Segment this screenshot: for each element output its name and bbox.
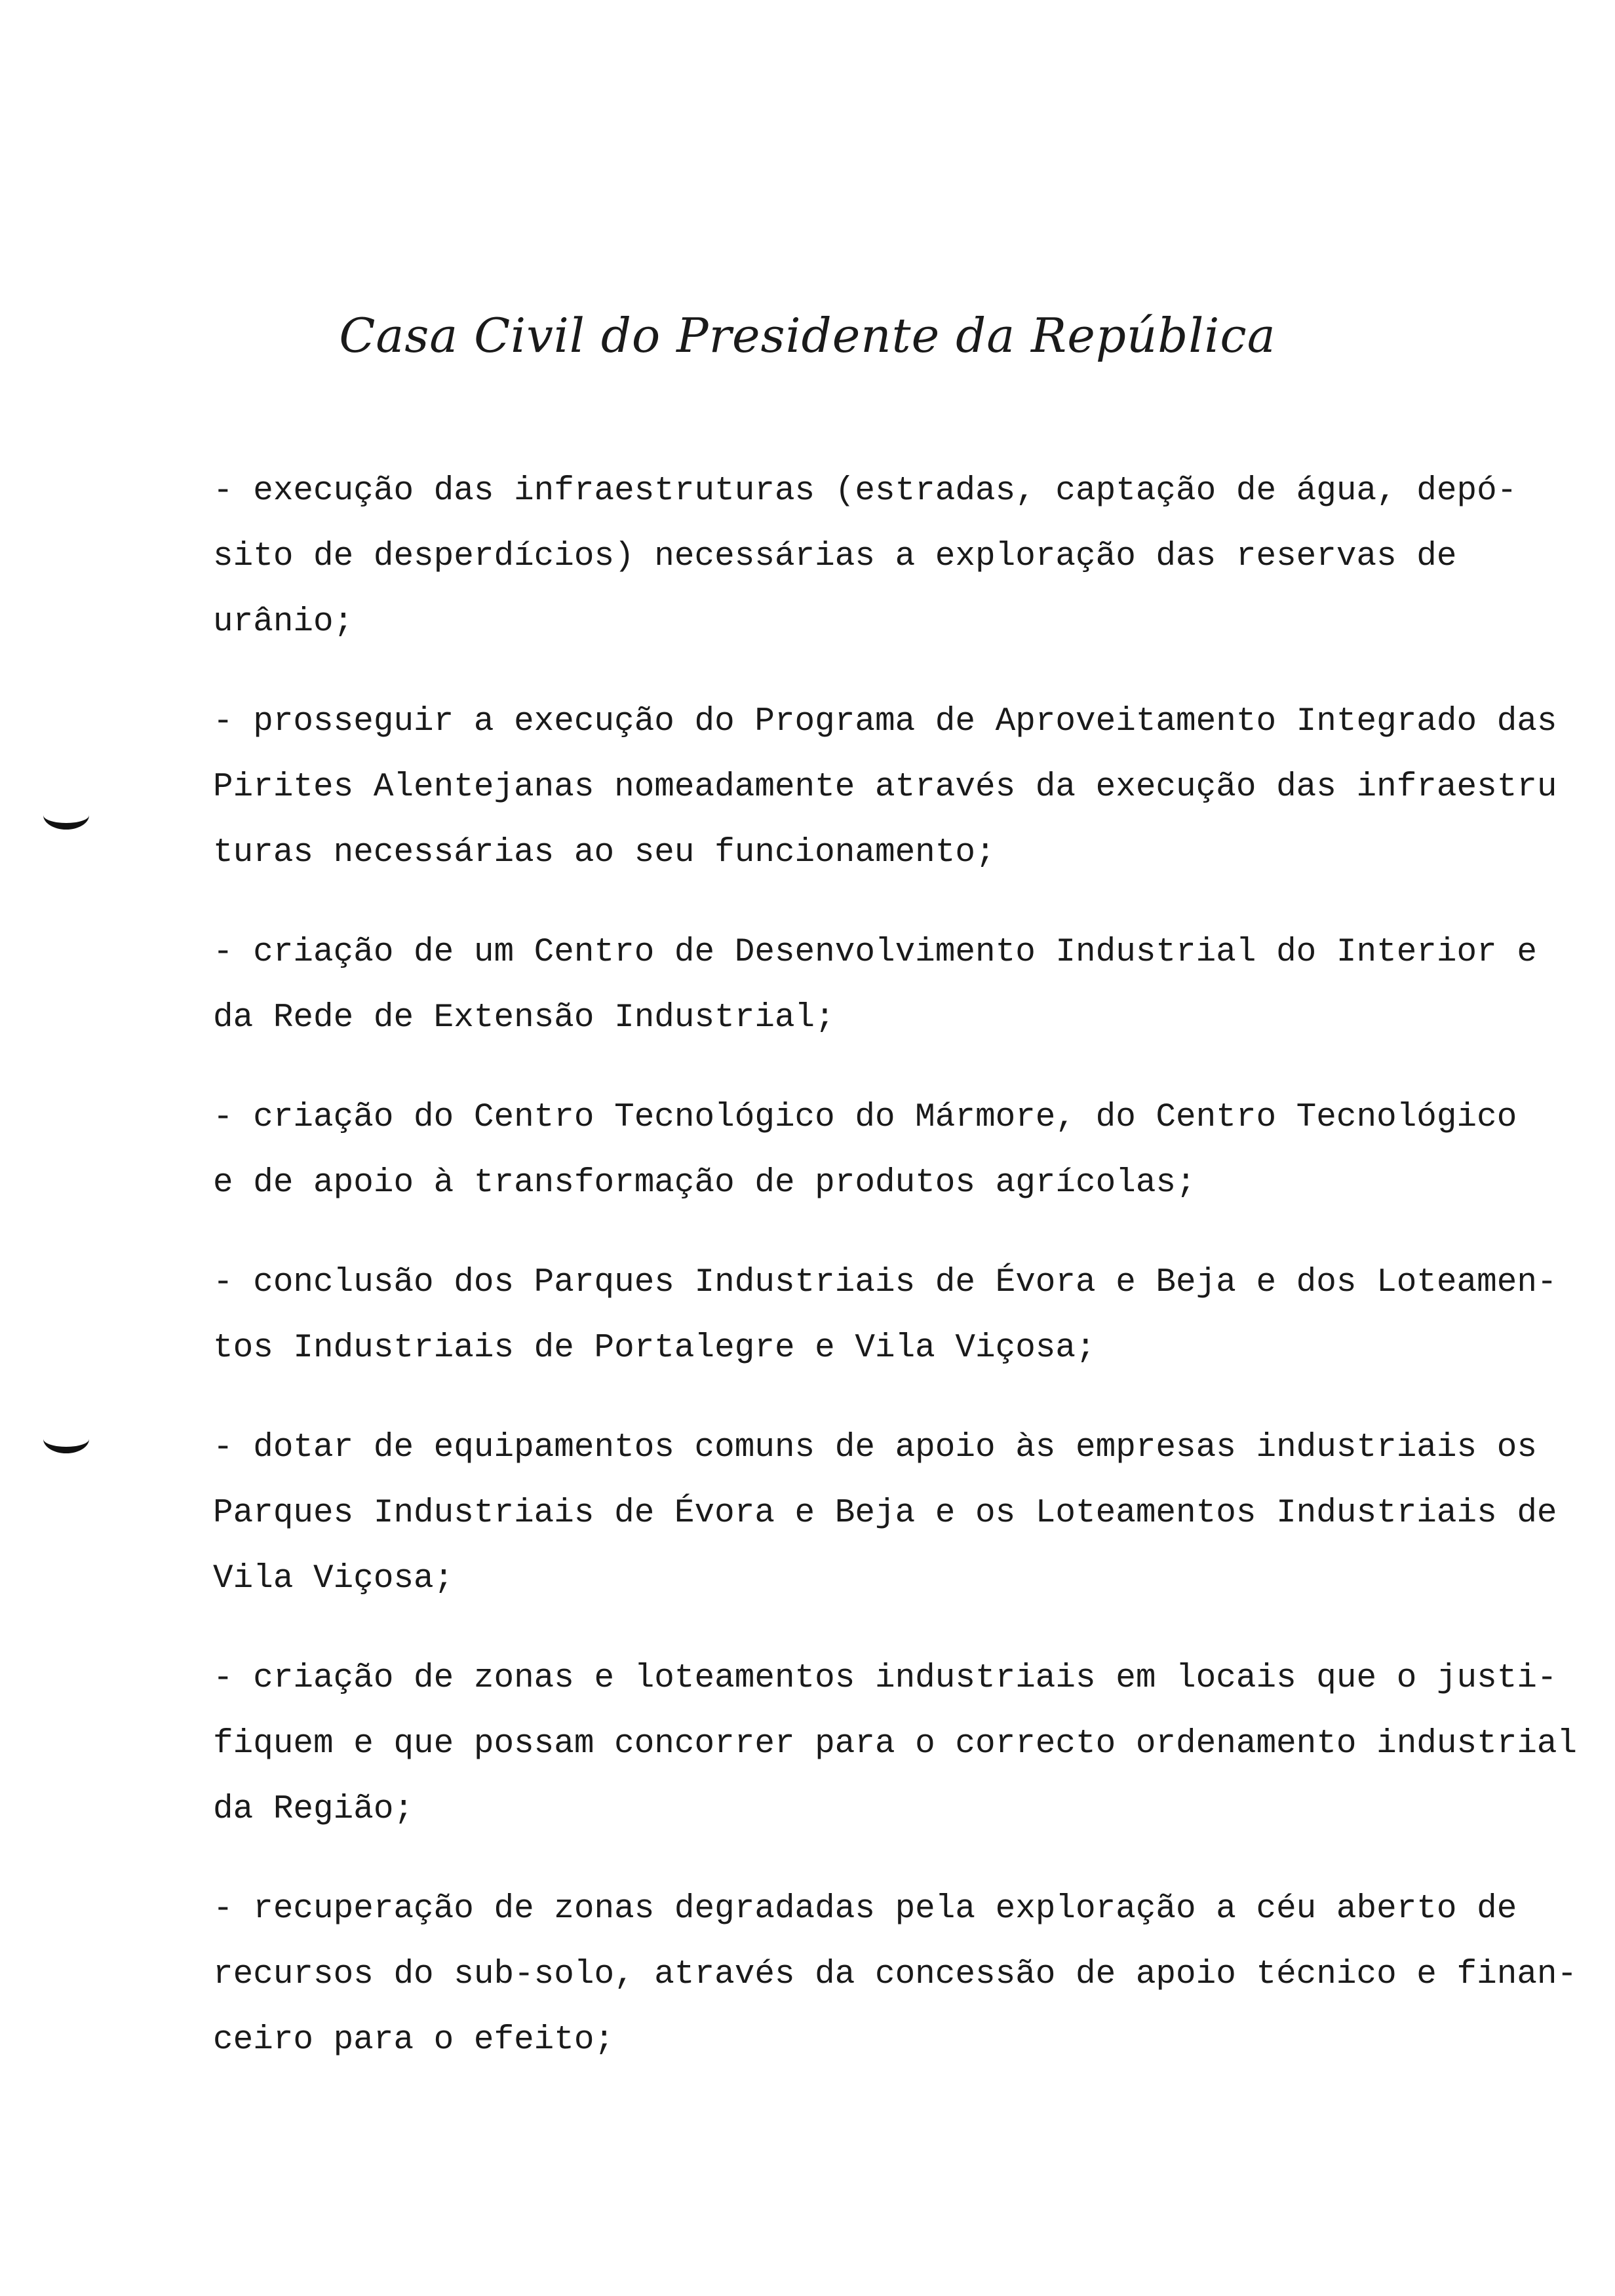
- list-item: [213, 1250, 1563, 1381]
- text-line: recursos do sub-solo, através da concessão de apoio técnico e finan-: [213, 1956, 1578, 1993]
- text-line: - execução das infraestruturas (estradas, captação de água, depó-: [213, 472, 1517, 510]
- list-item: [213, 689, 1563, 886]
- list-item: [213, 1646, 1578, 1843]
- text-line: - recuperação de zonas degradadas pela exploração a céu aberto de: [213, 1890, 1517, 1928]
- text-line: - criação de um Centro de Desenvolvimento Industrial do Interior e: [213, 934, 1537, 971]
- list-item: [213, 1877, 1578, 2073]
- text-line: Vila Viçosa;: [213, 1560, 454, 1598]
- list-item: [213, 1085, 1563, 1216]
- punch-hole-mark-upper: [43, 801, 89, 830]
- list-item: [213, 1415, 1563, 1612]
- text-line: - criação de zonas e loteamentos industriais em locais que o justi-: [213, 1660, 1557, 1697]
- text-line: - dotar de equipamentos comuns de apoio às empresas industriais os: [213, 1429, 1537, 1466]
- list-item: [213, 920, 1563, 1051]
- text-line: e de apoio à transformação de produtos agrícolas;: [213, 1164, 1196, 1202]
- punch-hole-mark-lower: [43, 1425, 89, 1453]
- text-line: Pirites Alentejanas nomeadamente através da execução das infraestru: [213, 769, 1557, 806]
- text-line: ceiro para o efeito;: [213, 2021, 615, 2059]
- text-line: - prosseguir a execução do Programa de Aproveitamento Integrado das: [213, 703, 1557, 740]
- text-line: Parques Industriais de Évora e Beja e os Loteamentos Industriais de: [213, 1495, 1557, 1532]
- text-line: tos Industriais de Portalegre e Vila Viçosa;: [213, 1330, 1096, 1367]
- text-line: sito de desperdícios) necessárias a exploração das reservas de: [213, 538, 1457, 575]
- text-line: da Região;: [213, 1791, 414, 1828]
- text-line: da Rede de Extensão Industrial;: [213, 999, 835, 1037]
- text-line: turas necessárias ao seu funcionamento;: [213, 834, 996, 871]
- document-body: [213, 459, 1578, 2107]
- list-item: [213, 459, 1563, 655]
- text-line: - conclusão dos Parques Industriais de Évora e Beja e dos Loteamen-: [213, 1264, 1557, 1301]
- text-line: fiquem e que possam concorrer para o correcto ordenamento industrial: [213, 1725, 1578, 1763]
- letterhead-title: Casa Civil do Presidente da República: [339, 308, 1276, 363]
- text-line: - criação do Centro Tecnológico do Mármore, do Centro Tecnológico: [213, 1099, 1517, 1136]
- text-line: urânio;: [213, 603, 354, 641]
